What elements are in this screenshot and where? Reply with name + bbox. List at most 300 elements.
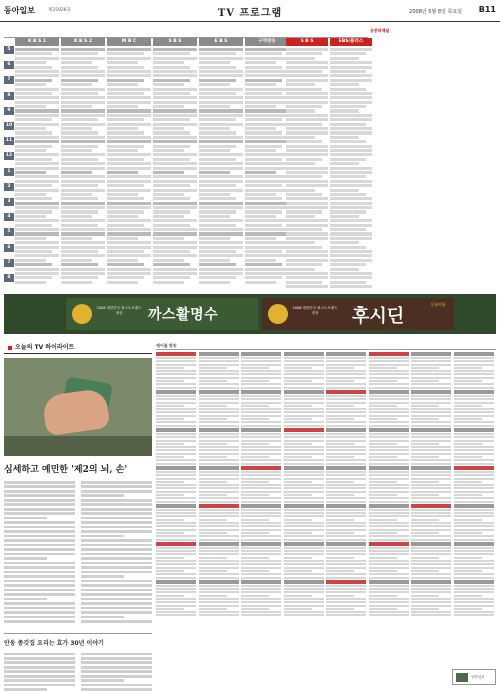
program-line — [107, 232, 151, 235]
listing-line — [284, 494, 312, 496]
listing-line — [411, 360, 451, 362]
program-line — [107, 189, 151, 192]
program-line — [199, 66, 236, 69]
listing-line — [199, 605, 239, 607]
text-line — [81, 580, 152, 583]
channel-label-bar — [241, 428, 281, 432]
listing-line — [241, 474, 281, 476]
program-line — [107, 114, 151, 117]
program-line — [153, 162, 197, 165]
hour-marker: 10 — [5, 123, 13, 128]
listing-line — [199, 443, 227, 445]
listing-line — [241, 573, 281, 575]
listing-line — [369, 484, 409, 486]
channel-label-bar — [369, 580, 409, 584]
program-line — [15, 281, 46, 284]
program-line — [199, 250, 236, 253]
program-line — [15, 70, 59, 73]
listing-line — [411, 550, 451, 552]
listing-line — [411, 487, 451, 489]
program-line — [107, 118, 144, 121]
program-line — [15, 224, 52, 227]
listing-line — [199, 453, 239, 455]
listing-line — [156, 380, 184, 382]
listing-line — [156, 522, 196, 524]
program-line — [15, 109, 59, 112]
listing-line — [241, 453, 281, 455]
program-line — [245, 206, 289, 209]
program-line — [245, 83, 276, 86]
listing-line — [326, 539, 366, 541]
listing-line — [199, 509, 239, 511]
hour-marker: 4 — [4, 213, 14, 221]
channel-label-bar — [369, 390, 409, 394]
text-line — [81, 503, 152, 506]
listing-line — [326, 557, 354, 559]
listing-line — [284, 471, 324, 473]
program-line — [107, 158, 144, 161]
listing-line — [411, 519, 439, 521]
listing-line — [284, 550, 324, 552]
program-line — [107, 281, 138, 284]
listing-line — [369, 519, 397, 521]
listing-line — [454, 436, 494, 438]
program-line — [199, 79, 236, 82]
channel-label-bar — [284, 466, 324, 470]
program-line — [61, 57, 105, 60]
listing-line — [369, 605, 409, 607]
program-line — [199, 92, 236, 95]
listing-line — [284, 405, 312, 407]
listing-line — [241, 494, 269, 496]
program-line — [199, 123, 243, 126]
listing-line — [284, 487, 324, 489]
listing-line — [241, 588, 281, 590]
program-line — [153, 184, 190, 187]
listing-line — [411, 436, 451, 438]
text-line — [81, 661, 152, 664]
listing-line — [284, 557, 312, 559]
listing-line — [284, 398, 324, 400]
program-line — [286, 268, 315, 271]
program-line — [199, 153, 243, 156]
program-line — [153, 83, 184, 86]
channel-label-bar — [326, 352, 366, 356]
text-line — [4, 598, 47, 601]
channel-label-bar — [284, 580, 324, 584]
listing-line — [156, 463, 196, 465]
program-line — [153, 48, 197, 51]
listing-line — [369, 481, 397, 483]
listing-line — [284, 553, 324, 555]
logo-icon — [456, 673, 468, 682]
program-line — [15, 57, 59, 60]
program-line — [199, 57, 243, 60]
program-line — [61, 88, 105, 91]
listing-line — [411, 547, 451, 549]
program-line — [15, 167, 59, 170]
program-line — [199, 219, 243, 222]
listing-line — [199, 515, 239, 517]
program-line — [107, 88, 151, 91]
listing-line — [369, 550, 409, 552]
listing-line — [454, 550, 494, 552]
listing-line — [156, 459, 196, 461]
program-line — [245, 197, 282, 200]
listing-line — [369, 515, 409, 517]
listing-line — [454, 563, 494, 565]
listing-line — [156, 567, 196, 569]
listing-line — [241, 446, 281, 448]
program-line — [245, 215, 276, 218]
text-line — [81, 530, 152, 533]
listing-line — [454, 591, 494, 593]
listing-line — [326, 522, 366, 524]
listing-line — [199, 535, 239, 537]
program-line — [330, 254, 372, 257]
text-line — [4, 571, 75, 574]
listing-line — [241, 519, 269, 521]
program-line — [330, 92, 372, 95]
listing-line — [284, 484, 324, 486]
bullet-icon — [8, 346, 12, 350]
program-line — [330, 83, 359, 86]
listing-line — [284, 373, 324, 375]
program-line — [107, 246, 151, 249]
program-line — [61, 74, 105, 77]
listing-line — [199, 436, 239, 438]
listing-line — [454, 519, 482, 521]
program-line — [330, 167, 372, 170]
program-line — [61, 232, 105, 235]
listing-line — [284, 367, 312, 369]
listing-line — [454, 539, 494, 541]
listing-line — [369, 535, 409, 537]
listing-line — [199, 550, 239, 552]
listing-line — [156, 405, 184, 407]
listing-line — [241, 449, 281, 451]
program-line — [61, 61, 92, 64]
program-line — [15, 206, 59, 209]
listing-line — [156, 494, 184, 496]
listing-line — [284, 478, 324, 480]
program-line — [107, 149, 138, 152]
listing-line — [156, 370, 196, 372]
listing-line — [241, 471, 281, 473]
listing-line — [156, 509, 196, 511]
program-line — [61, 202, 105, 205]
text-line — [4, 521, 75, 524]
edition-number: 제25926호 — [48, 8, 72, 13]
program-line — [61, 219, 105, 222]
listing-line — [326, 529, 366, 531]
listing-line — [454, 364, 494, 366]
listing-line — [156, 449, 196, 451]
text-line — [4, 544, 75, 547]
text-line — [4, 589, 75, 592]
text-line — [81, 490, 152, 493]
listing-line — [369, 425, 409, 427]
listing-line — [156, 560, 196, 562]
listing-line — [199, 421, 239, 423]
program-line — [286, 272, 328, 275]
program-line — [199, 145, 236, 148]
listing-line — [454, 383, 494, 385]
program-line — [245, 189, 289, 192]
award-seal-icon — [72, 304, 92, 324]
text-line — [4, 557, 47, 560]
listing-line — [411, 449, 451, 451]
program-line — [286, 197, 328, 200]
program-line — [107, 276, 144, 279]
listing-line — [454, 453, 494, 455]
listing-line — [326, 570, 354, 572]
listing-line — [411, 591, 451, 593]
side-channel-column — [330, 38, 372, 289]
channel-label-bar — [411, 390, 451, 394]
listing-line — [326, 411, 366, 413]
listing-line — [411, 601, 451, 603]
channel-label-bar — [369, 466, 409, 470]
listing-line — [369, 383, 409, 385]
listing-line — [156, 373, 196, 375]
listing-line — [369, 563, 409, 565]
program-line — [15, 263, 52, 266]
program-line — [15, 92, 52, 95]
program-line — [199, 193, 230, 196]
listing-line — [369, 529, 409, 531]
ad-right — [262, 298, 454, 330]
text-line — [4, 593, 75, 596]
listing-line — [156, 529, 196, 531]
listing-line — [326, 532, 354, 534]
program-line — [153, 193, 184, 196]
text-line — [81, 544, 152, 547]
text-line — [81, 512, 152, 515]
program-line — [61, 224, 98, 227]
program-line — [61, 180, 105, 183]
program-line — [153, 241, 197, 244]
listing-line — [156, 550, 196, 552]
channel-label-bar — [369, 428, 409, 432]
listing-line — [156, 611, 196, 613]
issue-date: 2008년 5월 8일 목요일 — [409, 9, 462, 15]
listing-line — [369, 525, 409, 527]
program-line — [199, 48, 243, 51]
listing-line — [369, 436, 409, 438]
listing-line — [284, 387, 324, 389]
listing-line — [454, 377, 494, 379]
listing-line — [326, 383, 366, 385]
listing-line — [199, 415, 239, 417]
program-line — [107, 224, 144, 227]
program-line — [153, 254, 197, 257]
listing-line — [284, 532, 312, 534]
listing-line — [284, 501, 324, 503]
program-line — [245, 281, 276, 284]
program-line — [15, 246, 59, 249]
channel-label-bar — [156, 352, 196, 356]
text-line — [81, 499, 152, 502]
program-line — [286, 153, 328, 156]
second-feature-body — [4, 653, 152, 691]
channel-label-bar — [199, 580, 239, 584]
channel-program-column — [15, 48, 59, 285]
listing-line — [411, 398, 451, 400]
channel-label-bar — [199, 352, 239, 356]
listing-column — [326, 352, 366, 672]
listing-line — [284, 421, 324, 423]
program-line — [15, 241, 59, 244]
listing-line — [454, 529, 494, 531]
program-line — [330, 259, 372, 262]
listing-line — [284, 463, 324, 465]
listing-line — [369, 557, 397, 559]
listing-line — [411, 595, 439, 597]
program-line — [245, 254, 289, 257]
text-line — [81, 526, 152, 529]
hour-marker: 9 — [4, 107, 14, 115]
listing-line — [284, 383, 324, 385]
listing-line — [284, 497, 324, 499]
program-line — [153, 263, 190, 266]
channel-label-bar — [326, 504, 366, 508]
listing-line — [156, 570, 184, 572]
listing-line — [326, 459, 366, 461]
program-line — [286, 241, 315, 244]
ad-left-tag: 2008 대한민국 퍼스트브랜드 대상 — [96, 306, 142, 315]
listing-line — [284, 522, 324, 524]
program-line — [61, 263, 98, 266]
listing-line — [454, 509, 494, 511]
program-line — [107, 215, 138, 218]
listing-line — [454, 398, 494, 400]
program-line — [199, 52, 236, 55]
ad-right-maker: 동화약품 — [430, 302, 446, 307]
listing-line — [411, 425, 451, 427]
listing-line — [369, 411, 409, 413]
program-line — [61, 175, 105, 178]
program-line — [15, 219, 59, 222]
program-line — [245, 118, 282, 121]
listing-line — [284, 360, 324, 362]
program-line — [107, 101, 151, 104]
listing-line — [241, 421, 281, 423]
listing-line — [199, 411, 239, 413]
listing-line — [284, 614, 324, 616]
program-line — [286, 79, 328, 82]
program-line — [330, 193, 366, 196]
listing-line — [241, 360, 281, 362]
listing-line — [241, 525, 281, 527]
listing-line — [241, 563, 281, 565]
listing-line — [199, 446, 239, 448]
program-line — [286, 219, 328, 222]
program-line — [330, 118, 372, 121]
listing-line — [454, 497, 494, 499]
program-line — [245, 61, 276, 64]
program-line — [15, 83, 46, 86]
program-line — [61, 276, 98, 279]
text-line — [81, 684, 152, 687]
text-line — [4, 508, 75, 511]
program-line — [286, 136, 315, 139]
program-line — [15, 96, 59, 99]
program-line — [245, 224, 282, 227]
listing-line — [369, 421, 409, 423]
program-line — [330, 88, 366, 91]
listing-line — [454, 605, 494, 607]
listing-line — [454, 408, 494, 410]
program-line — [61, 92, 98, 95]
listing-line — [326, 449, 366, 451]
program-line — [199, 96, 243, 99]
listing-line — [454, 535, 494, 537]
program-line — [15, 276, 52, 279]
listing-line — [241, 570, 269, 572]
program-line — [245, 268, 289, 271]
program-line — [330, 162, 359, 165]
text-line — [4, 535, 75, 538]
listing-line — [241, 484, 281, 486]
program-line — [153, 61, 184, 64]
program-line — [15, 52, 52, 55]
listing-line — [241, 585, 281, 587]
program-line — [245, 237, 276, 240]
listing-line — [411, 367, 439, 369]
text-line — [81, 616, 124, 619]
program-line — [61, 118, 98, 121]
program-line — [61, 70, 105, 73]
channel-label-bar — [326, 428, 366, 432]
program-line — [245, 228, 289, 231]
listing-line — [369, 433, 409, 435]
listing-line — [284, 357, 324, 359]
program-line — [330, 149, 372, 152]
listing-line — [454, 560, 494, 562]
listing-line — [241, 509, 281, 511]
text-line — [81, 675, 152, 678]
listing-line — [411, 446, 451, 448]
program-line — [286, 52, 322, 55]
program-line — [107, 96, 151, 99]
channel-header: E B S — [199, 38, 243, 46]
listing-line — [199, 449, 239, 451]
listing-line — [454, 522, 494, 524]
program-line — [199, 232, 243, 235]
listing-line — [326, 456, 354, 458]
hour-marker: 5 — [4, 46, 14, 54]
program-line — [61, 189, 105, 192]
program-line — [107, 250, 144, 253]
program-line — [15, 114, 59, 117]
listing-line — [326, 395, 366, 397]
program-line — [199, 131, 236, 134]
listing-line — [326, 463, 366, 465]
listing-line — [241, 591, 281, 593]
channel-label-bar — [454, 580, 494, 584]
program-line — [286, 276, 328, 279]
text-line — [81, 485, 152, 488]
listings-heading-text: 케이블 방송 — [156, 343, 177, 348]
listing-line — [411, 380, 439, 382]
program-line — [61, 127, 92, 130]
text-line — [4, 684, 75, 687]
listing-line — [454, 515, 494, 517]
listing-line — [156, 563, 196, 565]
program-line — [153, 109, 197, 112]
program-line — [153, 140, 197, 143]
